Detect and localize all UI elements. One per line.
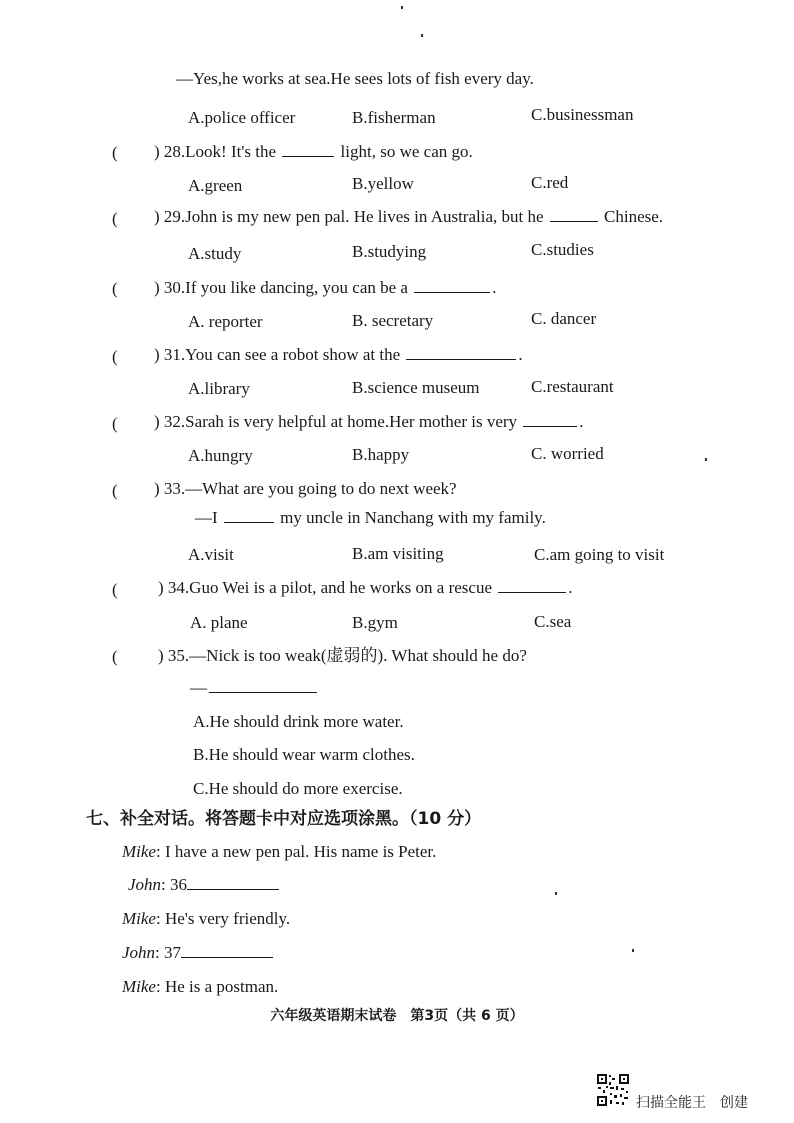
q32-option-c: C. worried (531, 444, 604, 463)
q30-blank (414, 278, 490, 293)
q33-paren: ( (112, 481, 118, 500)
blank-36 (187, 875, 279, 890)
q28-option-a: A.green (188, 176, 243, 195)
q29-option-c: C.studies (531, 240, 594, 259)
q30-text-after: . (492, 278, 497, 297)
q35-answer-pre: — (190, 678, 207, 697)
q33-option-a: A.visit (188, 545, 234, 564)
q31-option-a: A.library (188, 379, 250, 398)
q35-option-a: A.He should drink more water. (193, 712, 404, 731)
q34-option-c: C.sea (534, 612, 572, 631)
speaker-mike: Mike (122, 842, 156, 861)
q35-answer (190, 677, 319, 699)
q34-text: ) 34.Guo Wei is a pilot, and he works on a rescue (158, 578, 492, 597)
q34-option-a: A. plane (190, 613, 248, 632)
q35-option-b: B.He should wear warm clothes. (193, 745, 415, 764)
q28-text: ) 28.Look! It's the (154, 142, 277, 161)
scan-speck (421, 34, 423, 37)
q32-text: ) 32.Sarah is very helpful at home.Her mother is very (154, 412, 518, 431)
q31-text: ) 31.You can see a robot show at the (154, 345, 401, 364)
q31-paren: ( (112, 347, 118, 366)
q33-answer-pre: —I (195, 508, 218, 527)
q27-option-b: B.fisherman (352, 108, 436, 127)
q34-stem (158, 577, 573, 599)
page-footer: 六年级英语期末试卷 第3页（共 6 页） (270, 1008, 524, 1024)
dialogue-line-2 (128, 874, 281, 896)
scan-speck (401, 6, 403, 9)
speaker-john: John (128, 875, 162, 894)
q31-option-b: B.science museum (352, 378, 480, 397)
scan-speck (705, 458, 707, 461)
q34-blank (498, 578, 566, 593)
q29-option-a: A.study (188, 244, 242, 263)
dialogue-line-5 (122, 976, 278, 998)
q32-stem (154, 411, 584, 433)
q31-stem (154, 344, 523, 366)
q27-option-c: C.businessman (531, 105, 634, 124)
scanner-watermark-text: 扫描全能王 创建 (636, 1095, 748, 1111)
q35-option-c: C.He should do more exercise. (193, 779, 403, 798)
q33-option-c: C.am going to visit (534, 545, 665, 564)
speaker-mike: Mike (122, 977, 156, 996)
q30-option-b: B. secretary (352, 311, 434, 330)
scan-speck (632, 949, 634, 952)
dialogue-text: : He's very friendly. (155, 909, 291, 928)
q28-blank (282, 142, 334, 157)
q33-stem: ) 33.—What are you going to do next week? (154, 479, 457, 498)
q31-blank (406, 345, 516, 360)
dialogue-text: : I have a new pen pal. His name is Peter. (155, 842, 437, 861)
q30-option-c: C. dancer (531, 309, 597, 328)
q35-blank (209, 678, 317, 693)
q35-paren: ( (112, 647, 118, 666)
q28-text-after: light, so we can go. (340, 142, 473, 161)
q28-paren: ( (112, 143, 118, 162)
dialogue-text: : 36 (161, 875, 188, 894)
blank-37 (181, 943, 273, 958)
q28-stem (154, 141, 473, 163)
q33-blank (224, 508, 274, 523)
q29-text: ) 29.John is my new pen pal. He lives in Australia, but he (154, 207, 544, 226)
q30-paren: ( (112, 279, 118, 298)
dialogue-text: : 37 (155, 943, 182, 962)
dialogue-line-1 (122, 841, 436, 863)
dialogue-line-3 (122, 908, 290, 930)
section-7-title: 七、补全对话。将答题卡中对应选项涂黑。（10 分） (86, 809, 482, 829)
dialogue-text: : He is a postman. (155, 977, 279, 996)
q28-option-c: C.red (531, 173, 569, 192)
dialogue-line-4 (122, 942, 275, 964)
q29-option-b: B.studying (352, 242, 427, 261)
speaker-mike: Mike (122, 909, 156, 928)
scan-speck (555, 892, 557, 895)
q33-answer (195, 507, 546, 529)
q32-text-after: . (579, 412, 584, 431)
q35-stem: ) 35.—Nick is too weak(虚弱的). What should he do? (158, 646, 527, 665)
q33-option-b: B.am visiting (352, 544, 444, 563)
q29-blank (550, 207, 598, 222)
speaker-john: John (122, 943, 156, 962)
q34-paren: ( (112, 580, 118, 599)
q32-option-b: B.happy (352, 445, 410, 464)
q27-option-a: A.police officer (188, 108, 296, 127)
q33-answer-post: my uncle in Nanchang with my family. (280, 508, 546, 527)
q29-text-after: Chinese. (604, 207, 664, 226)
q32-paren: ( (112, 414, 118, 433)
qr-code-icon (596, 1073, 630, 1107)
q31-text-after: . (518, 345, 523, 364)
q30-stem (154, 277, 496, 299)
q29-stem (154, 206, 663, 228)
q34-option-b: B.gym (352, 613, 398, 632)
q32-option-a: A.hungry (188, 446, 253, 465)
q29-paren: ( (112, 209, 118, 228)
q31-option-c: C.restaurant (531, 377, 614, 396)
q34-text-after: . (568, 578, 573, 597)
q32-blank (523, 412, 577, 427)
q30-option-a: A. reporter (188, 312, 263, 331)
q30-text: ) 30.If you like dancing, you can be a (154, 278, 408, 297)
q27-answer: —Yes,he works at sea.He sees lots of fish every day. (176, 69, 534, 88)
q28-option-b: B.yellow (352, 174, 414, 193)
